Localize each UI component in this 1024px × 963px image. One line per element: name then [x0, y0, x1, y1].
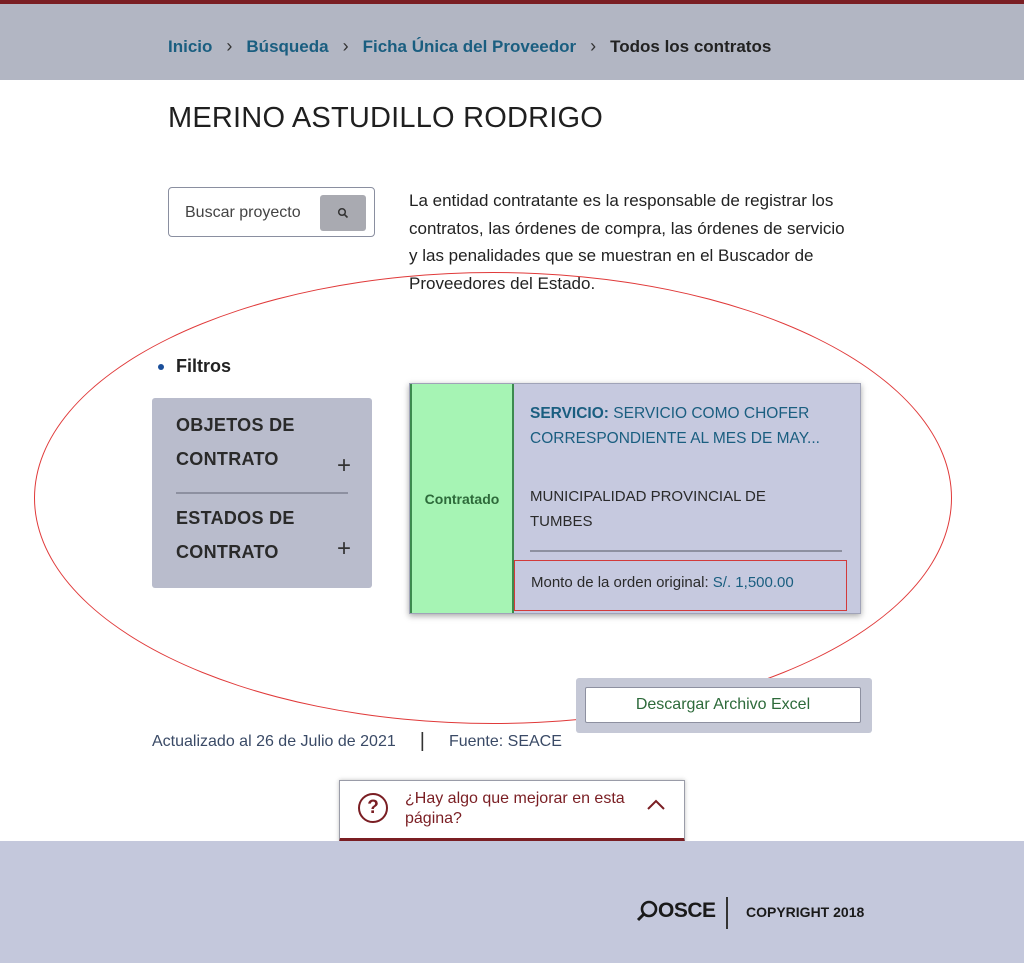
filter-label-line: ESTADOS DE [176, 508, 295, 528]
info-text: La entidad contratante es la responsable de registrar los contratos, las órdenes de compra, las órdenes de servicio y las penalidades que se muestran en el Buscador de Proveedores del Estado. [409, 191, 845, 293]
filters-heading-label: Filtros [176, 356, 232, 376]
filter-divider [176, 492, 348, 494]
contract-type-label: SERVICIO: [530, 405, 609, 422]
chevron-up-icon[interactable] [646, 799, 666, 811]
plus-icon[interactable]: + [336, 535, 351, 562]
filter-label-line: CONTRATO [176, 449, 279, 469]
breadcrumb-bar [0, 4, 1024, 80]
amount-highlight [514, 560, 847, 611]
breadcrumb [168, 36, 771, 57]
chevron-right-icon: › [226, 36, 233, 56]
bullet-icon [158, 364, 164, 370]
filter-label [176, 501, 316, 569]
search-button[interactable] [320, 195, 366, 231]
contract-title-text: SERVICIO COMO CHOFER CORRESPONDIENTE AL MES DE MAY... [530, 405, 820, 447]
osce-logo [636, 899, 716, 923]
footer-separator [726, 897, 728, 929]
footer [0, 841, 1024, 963]
amount-row [531, 574, 794, 591]
excel-button-wrapper [576, 678, 872, 733]
filter-label-line: CONTRATO [176, 542, 279, 562]
filter-label-line: OBJETOS DE [176, 415, 295, 435]
status-badge: Contratado [424, 490, 500, 507]
contracting-entity: MUNICIPALIDAD PROVINCIAL DE TUMBES [530, 488, 766, 530]
filter-label [176, 408, 316, 476]
filter-panel [152, 398, 372, 588]
filter-estados-contrato[interactable] [176, 501, 351, 569]
feedback-text: ¿Hay algo que mejorar en esta página? [405, 790, 625, 827]
chevron-right-icon: › [590, 36, 597, 56]
status-strip [410, 384, 514, 613]
feedback-widget[interactable] [339, 780, 685, 842]
card-divider [530, 550, 842, 552]
contract-card [409, 383, 861, 614]
update-separator: | [419, 730, 425, 752]
breadcrumb-current: Todos los contratos [610, 36, 772, 56]
page-title: MERINO ASTUDILLO RODRIGO [168, 102, 604, 134]
copyright: COPYRIGHT 2018 [746, 904, 865, 920]
magnifier-icon [636, 900, 658, 922]
download-excel-button[interactable]: Descargar Archivo Excel [585, 687, 861, 723]
search-input[interactable] [183, 200, 323, 226]
contract-title[interactable] [530, 401, 850, 451]
chevron-right-icon: › [342, 36, 349, 56]
amount-label: Monto de la orden original: [531, 574, 709, 591]
plus-icon[interactable]: + [336, 452, 351, 479]
breadcrumb-busqueda[interactable]: Búsqueda [246, 36, 329, 56]
breadcrumb-ficha-proveedor[interactable]: Ficha Única del Proveedor [362, 36, 577, 56]
question-icon: ? [358, 793, 388, 823]
filters-heading [158, 356, 231, 377]
update-info [152, 730, 562, 753]
data-source: Fuente: SEACE [448, 732, 562, 750]
breadcrumb-inicio[interactable]: Inicio [168, 36, 213, 56]
updated-date: Actualizado al 26 de Julio de 2021 [152, 732, 396, 750]
search-icon [337, 207, 349, 219]
amount-value: S/. 1,500.00 [712, 574, 794, 591]
search-box [168, 187, 375, 237]
filter-objetos-contrato[interactable] [176, 408, 351, 479]
logo-text: OSCE [658, 899, 716, 922]
